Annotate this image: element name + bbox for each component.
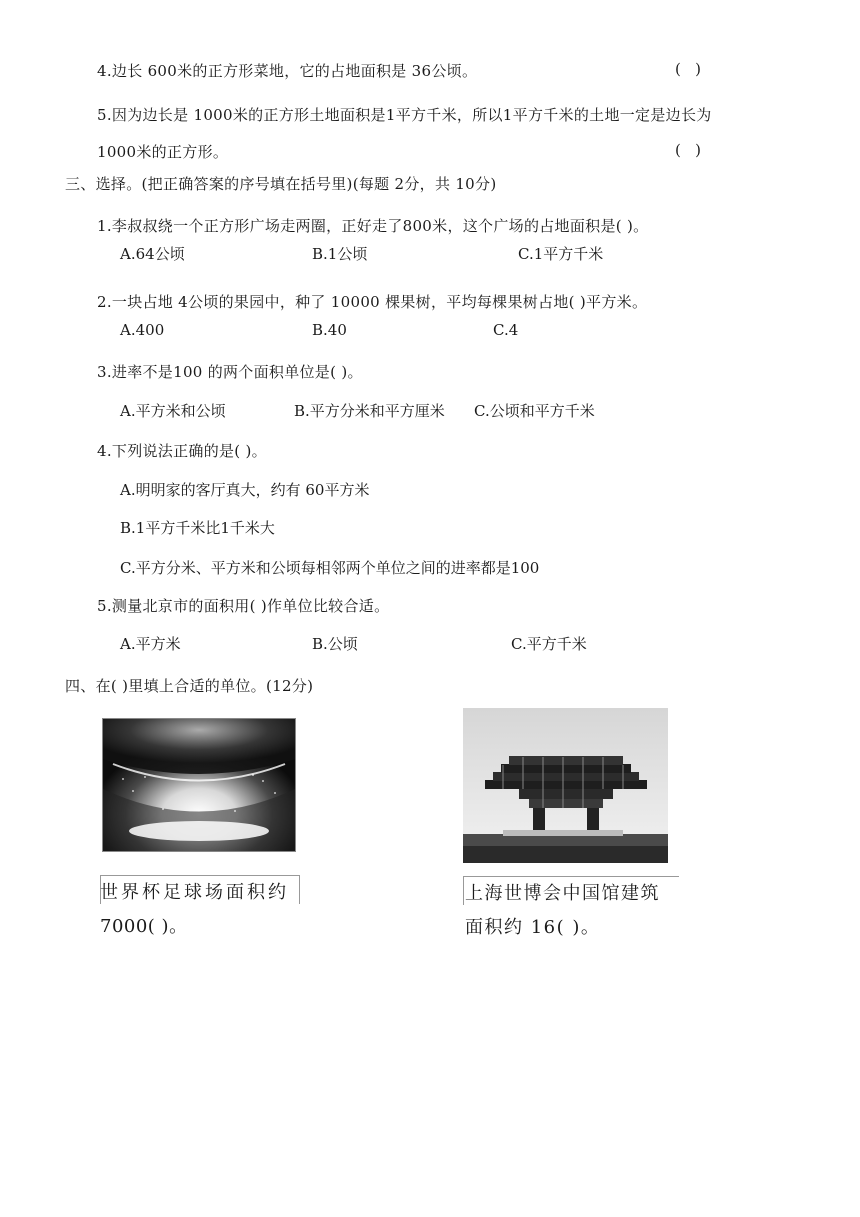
judgement-q5-text-line1: 5.因为边长是 1000米的正方形土地面积是1平方千米，所以1平方千米的土地一定是边长为 [97,106,712,124]
china-pavilion-photo [463,708,668,863]
judgement-q5-text-line2: 1000米的正方形。 [97,143,229,161]
mc-q4-option-b[interactable]: B.1平方千米比1千米大 [120,519,275,537]
judgement-q4-text: 4.边长 600米的正方形菜地，它的占地面积是 36公顷。 [97,62,478,80]
judgement-q4-blank[interactable]: ( ) [675,60,702,78]
section3-heading: 三、选择。(把正确答案的序号填在括号里)(每题 2分，共 10分) [65,175,497,193]
pavilion-caption [465,877,660,945]
mc-q3-option-a[interactable]: A.平方米和公顷 [120,402,226,420]
pavilion-caption-line2[interactable]: 面积约 16( )。 [465,917,601,938]
mc-q2-option-c[interactable]: C.4 [493,321,519,339]
mc-q2-option-b[interactable]: B.40 [312,321,347,339]
mc-q4-stem: 4.下列说法正确的是( )。 [97,442,267,460]
mc-q4-option-c[interactable]: C.平方分米、平方米和公顷每相邻两个单位之间的进率都是100 [120,559,540,577]
mc-q1-option-a[interactable]: A.64公顷 [120,245,185,263]
mc-q1-option-b[interactable]: B.1公顷 [312,245,368,263]
stadium-caption-line1: 世界杯足球场面积约 [100,882,289,903]
mc-q3-stem: 3.进率不是100 的两个面积单位是( )。 [97,363,363,381]
mc-q5-option-c[interactable]: C.平方千米 [511,635,587,653]
mc-q1-stem: 1.李叔叔绕一个正方形广场走两圈，正好走了800米，这个广场的占地面积是( )。 [97,217,649,235]
mc-q5-stem: 5.测量北京市的面积用( )作单位比较合适。 [97,597,390,615]
stadium-caption-line2[interactable]: 7000( )。 [100,916,188,937]
mc-q5-option-b[interactable]: B.公顷 [312,635,358,653]
stadium-photo [102,718,296,852]
mc-q5-option-a[interactable]: A.平方米 [120,635,181,653]
mc-q3-option-b[interactable]: B.平方分米和平方厘米 [294,402,445,420]
mc-q4-option-a[interactable]: A.明明家的客厅真大，约有 60平方米 [120,481,370,499]
mc-q2-option-a[interactable]: A.400 [120,321,165,339]
stadium-caption [100,876,289,944]
mc-q2-stem: 2.一块占地 4公顷的果园中，种了 10000 棵果树，平均每棵果树占地( )平方米。 [97,293,648,311]
mc-q1-option-c[interactable]: C.1平方千米 [518,245,604,263]
pavilion-caption-line1: 上海世博会中国馆建筑 [465,883,660,904]
mc-q3-option-c[interactable]: C.公顷和平方千米 [474,402,595,420]
section4-heading: 四、在( )里填上合适的单位。(12分) [65,677,314,695]
judgement-q5-blank[interactable]: ( ) [675,141,702,159]
